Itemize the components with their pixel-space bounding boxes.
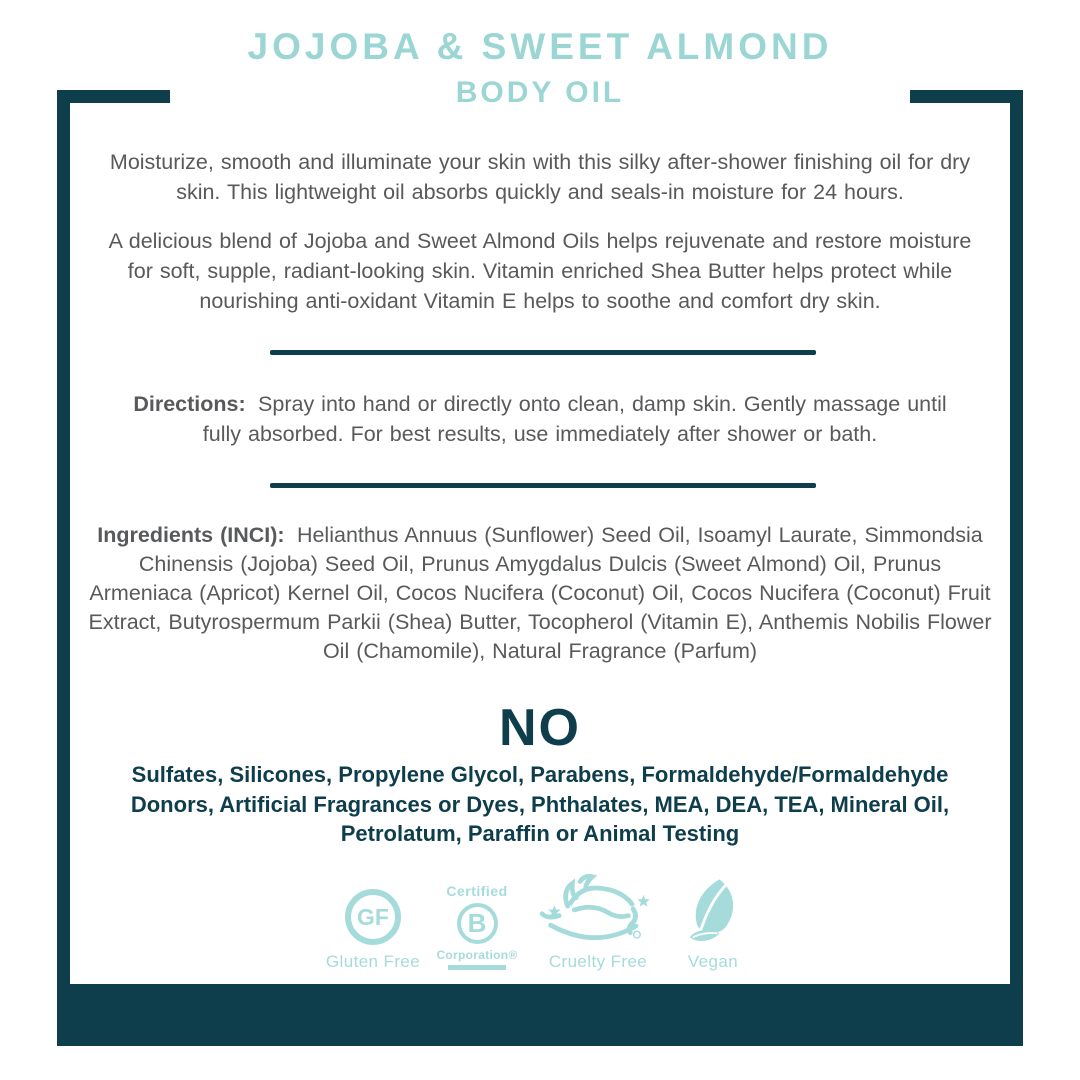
vegan-leaf-icon <box>686 877 740 950</box>
divider-top <box>270 350 816 355</box>
ingredients-text: Helianthus Annuus (Sunflower) Seed Oil, Isoamyl Laurate, Simmondsia Chinensis (Jojoba) Seed Oil, Prunus Amygdalus Dulcis (Sweet Almond) Oil, Prunus Armeniaca (Apricot) Kernel Oil, Cocos Nucifera (Coconut) Oil, Cocos Nucifera (Coconut) Fruit Extract, Butyrospermum Parkii (Shea) Butter, Tocopherol (Vitamin E), Anthemis Nobilis Flower Oil (Chamomile), Natural Fragrance (Parfum) <box>88 523 992 663</box>
product-title: JOJOBA & SWEET ALMOND <box>247 26 833 67</box>
description-paragraph-2: A delicious blend of Jojoba and Sweet Almond Oils helps rejuvenate and restore moisture for soft, supple, radiant-looking skin. Vitamin enriched Shea Butter helps protect while nourishing anti-oxidant Vitamin E helps to soothe and comfort dry skin. <box>108 229 972 313</box>
ingredients-paragraph <box>87 521 993 666</box>
frame-bottom-bar <box>57 984 1023 1046</box>
b-corp-certified-label: Certified <box>446 883 508 899</box>
cert-cruelty-free <box>535 876 661 972</box>
directions-label: Directions: <box>133 392 246 416</box>
cruelty-free-label: Cruelty Free <box>548 952 648 971</box>
gluten-free-badge-text: GF <box>357 903 389 930</box>
gluten-free-label: Gluten Free <box>325 952 421 971</box>
leaping-bunny-icon <box>536 872 660 951</box>
product-subtitle: BODY OIL <box>455 76 625 109</box>
certifications-row <box>0 876 1080 972</box>
free-from-heading: NO <box>499 699 581 757</box>
ingredients-label: Ingredients (INCI): <box>97 523 285 547</box>
vegan-label: Vegan <box>687 952 739 971</box>
directions-text: Spray into hand or directly onto clean, damp skin. Gently massage until fully absorbed. For best results, use immediately after shower or bath. <box>202 392 947 446</box>
frame-left-top-arm <box>57 90 170 103</box>
b-corp-badge-text: B <box>467 908 487 938</box>
frame-right-top-arm <box>910 90 1023 103</box>
b-corp-corporation-label: Corporation® <box>436 948 518 962</box>
directions-paragraph <box>125 389 955 449</box>
cert-b-corporation <box>431 876 523 972</box>
gluten-free-icon <box>345 889 401 945</box>
b-corp-underline <box>448 965 506 970</box>
cert-gluten-free <box>327 876 419 972</box>
cert-vegan <box>673 876 753 972</box>
divider-bottom <box>270 483 816 488</box>
b-corporation-icon <box>457 903 498 944</box>
description-paragraph-1: Moisturize, smooth and illuminate your skin with this silky after-shower finishing oil for dry skin. This lightweight oil absorbs quickly and seals-in moisture for 24 hours. <box>109 150 971 204</box>
free-from-claims: Sulfates, Silicones, Propylene Glycol, Parabens, Formaldehyde/Formaldehyde Donors, Artificial Fragrances or Dyes, Phthalates, MEA, DEA, TEA, Mineral Oil, Petrolatum, Paraffin or Animal Testing <box>130 762 950 846</box>
